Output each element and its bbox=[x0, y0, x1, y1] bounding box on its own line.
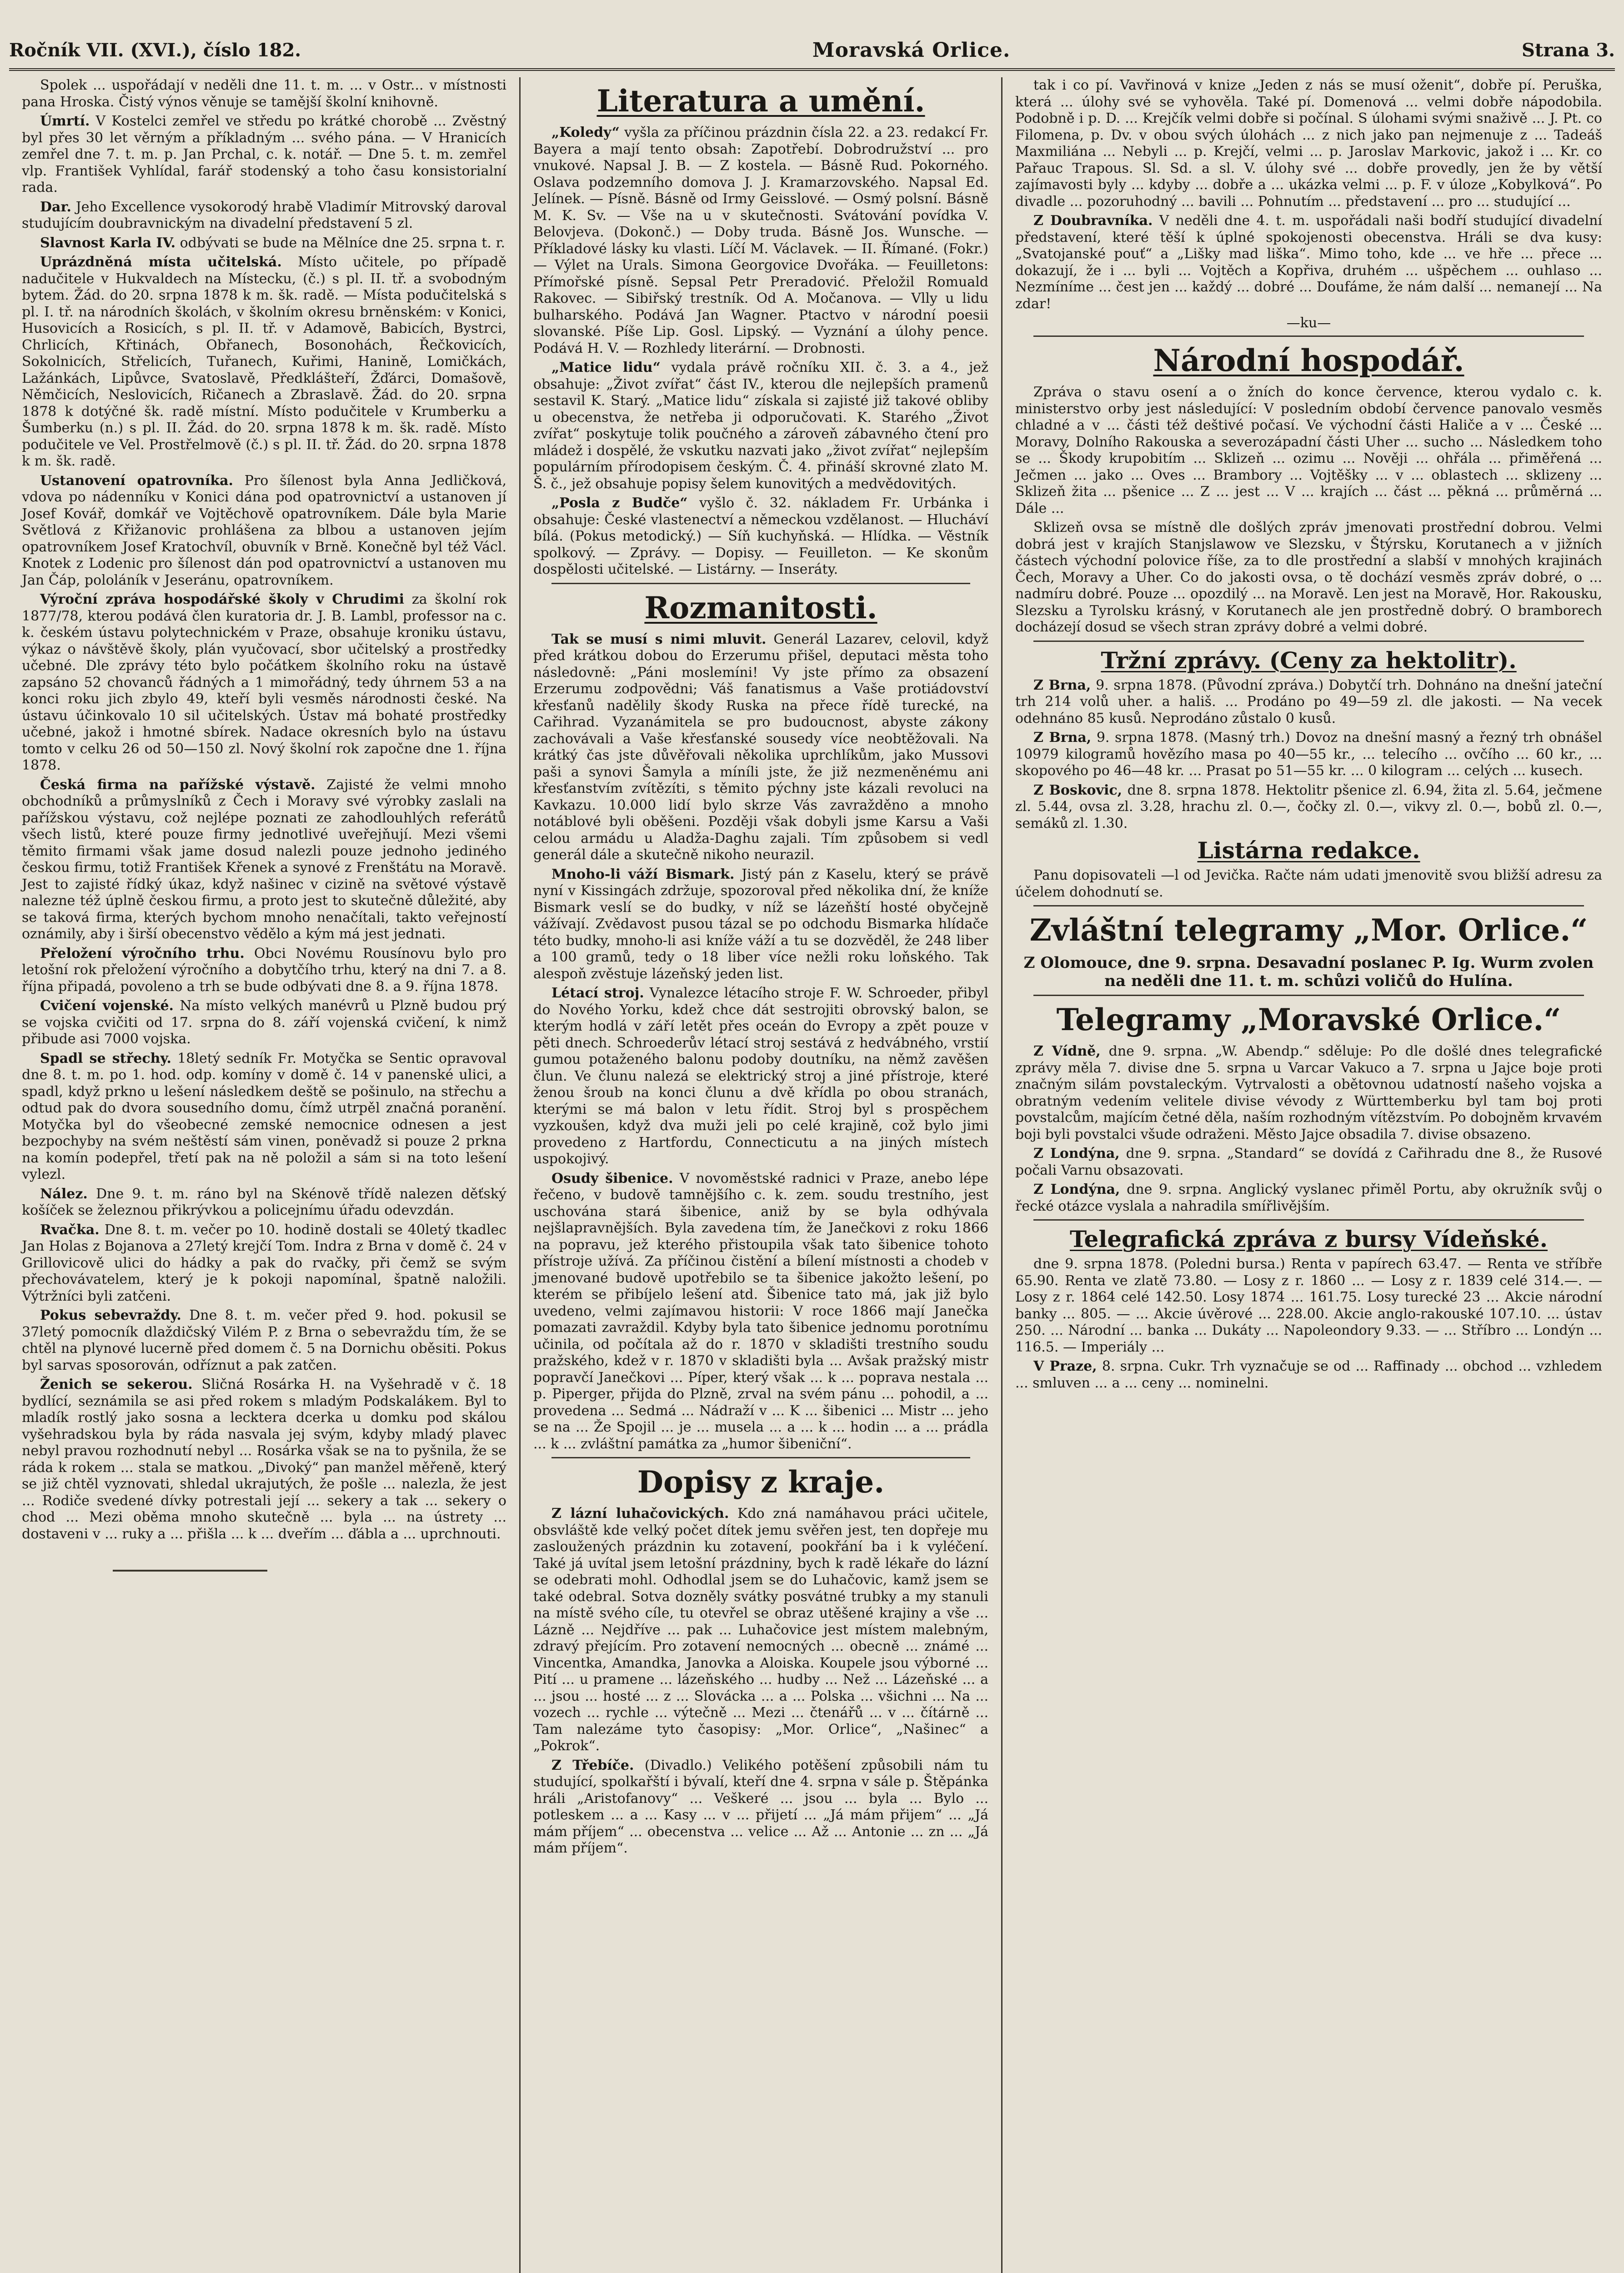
article-text: Sklizeň ovsa se místně dle došlých zpráv jmenovati prostřední dobrou. Velmi dobrá jest v krajích Stanjslawow ve Slezsku, v Štýrsku, Korutanech a v jižních částech východní polovice říše, za to dle prostřední a slabší v mnohých krajinách Čech, Moravy a Uher. Co do jakosti ovsa, o tě dochází vesměs zpráv dobré, o ... nadmíru dobré. Pouze ... opozdilý ... na Moravě. Len jest na Moravě, Hor. Rakousku, Slezsku a Tyrolsku krásný, v Korutanech ale jen prostředně dobrý. O bramborech docházejí dosud se všech stran zprávy dobré a velmi dobré. bbox=[1015, 520, 1602, 635]
article-paragraph bbox=[1015, 213, 1602, 312]
article-paragraph bbox=[22, 946, 506, 996]
article-paragraph bbox=[22, 777, 506, 943]
article-paragraph bbox=[533, 495, 988, 578]
article-lead: Mnoho-li váží Bismark. bbox=[551, 866, 735, 882]
article-lead: „Posla z Budče“ bbox=[551, 495, 688, 511]
article-text: Generál Lazarev, celovil, když před krátkou dobou do Erzerumu přišel, deputaci města toho následovně: „Páni moslemíni! Vy jste přímo za obsazení Erzerumu zodpovědni; Váš fanatismus a Vaše protiádovství křesťanů nadělily škody Ruska na přece řídě turecké, na Cařihrad. Vyzanámitela se pro budoucnost, abyste zákony zachovávali a Vaše křesťanské sousedy více neobtěžovali. Na krátký čas jste důvěřovali několika uprchlíkům, jako Mussovi paši a synovi Šamyla a míníli jste, že již nezmeněnému ani křesťanstvím zvítězíti, s těmito pýchny jste kázali revoluci na Kavkazu. 10.000 lidí bylo skrze Vás zavražděno a mnoho notáblové byli oběšeni. Později však dobyli jsme Karsu a Vaši celou armádu u Aladža-Daghu zajali. Tím způsobem si vedl generál dále a skutečně nikoho neurazil. bbox=[533, 631, 989, 863]
market-section bbox=[1015, 677, 1602, 832]
market-heading: Tržní zprávy. (Ceny za hektolitr). bbox=[1101, 646, 1517, 674]
article-text: Jistý pán z Kaselu, který se právě nyní v Kissingách zdržuje, spozoroval před několika dní, že kníže Bismark veslí se do budky, v níž se lázeňští hosté obyčejně vážívají. Zvědavost pusou tázal se po odchodu Bismarka hlídače této budky, mnoho-li asi kníže váží a tu se dozvěděl, že 248 liber a 100 gramů, tedy o 18 liber více nežli roku loňského. Tak alespoň zvěstuje lázeňský jeden list. bbox=[533, 866, 988, 982]
article-lead: Z Londýna, bbox=[1033, 1182, 1120, 1197]
article-paragraph bbox=[1015, 1256, 1602, 1356]
article-paragraph bbox=[533, 360, 988, 492]
divider bbox=[551, 1457, 970, 1458]
article-paragraph bbox=[22, 77, 506, 110]
economy-heading: Národní hospodář. bbox=[1153, 343, 1464, 378]
article-lead: Úmrtí. bbox=[40, 113, 90, 129]
article-paragraph bbox=[1015, 1182, 1602, 1215]
regional-letters-section bbox=[533, 1506, 988, 1857]
editorial-mailbox-heading: Listárna redakce. bbox=[1197, 837, 1420, 864]
page-number: Strana 3. bbox=[1521, 39, 1615, 61]
article-lead: Cvičení vojenské. bbox=[40, 998, 174, 1014]
article-paragraph bbox=[533, 631, 988, 864]
continued-section bbox=[1015, 77, 1602, 312]
miscellany-section bbox=[533, 631, 988, 1453]
article-paragraph bbox=[22, 235, 506, 252]
article-text: Na místo velkých manévrů u Plzně budou prý se vojska cvičiti od 17. srpna do 8. září vojenská cvičení, k nimž přibude asi 7000 vojska. bbox=[22, 998, 506, 1047]
special-telegram-text: Z Olomouce, dne 9. srpna. Desavadní poslanec P. Ig. Wurm zvolen na neděli dne 11. t. m. schůzi voličů do Hulína. bbox=[1023, 954, 1594, 990]
article-lead: Z lázní luhačovických. bbox=[551, 1506, 729, 1522]
article-lead: Spadl se střechy. bbox=[40, 1050, 171, 1066]
literature-heading: Literatura a umění. bbox=[596, 83, 925, 119]
column-1 bbox=[9, 77, 521, 2273]
article-paragraph bbox=[22, 1307, 506, 1374]
divider bbox=[1033, 335, 1584, 337]
article-lead: Rvačka. bbox=[40, 1222, 100, 1238]
article-lead: Létací stroj. bbox=[551, 985, 644, 1001]
literature-section bbox=[533, 125, 988, 578]
article-lead: Výroční zpráva hospodářské školy v Chrudimi bbox=[40, 591, 405, 607]
article-text: 8. srpna. Cukr. Trh vyznačuje se od ... Raffinady ... obchod ... vzhledem ... smluven ... a ... ceny ... nominelni. bbox=[1015, 1358, 1602, 1391]
article-text: V Kostelci zemřel ve středu po krátké chorobě ... Zvěstný byl přes 30 let věrným a příkladným ... svého pána. — V Hranicích zemřel dne 7. t. m. p. Jan Prchal, c. k. notář. — Dne 5. t. m. zemřel vlp. František Vyhlídal, farář stodenský a toho času konsistorialní rada. bbox=[22, 113, 507, 195]
article-lead: „Koledy“ bbox=[551, 125, 620, 140]
article-lead: Z Brna, bbox=[1033, 677, 1091, 693]
divider bbox=[1033, 995, 1584, 996]
article-lead: Přeložení výročního trhu. bbox=[40, 945, 245, 961]
article-lead: Z Třebíče. bbox=[551, 1757, 634, 1773]
article-lead: Nález. bbox=[40, 1186, 88, 1202]
article-paragraph bbox=[1015, 1146, 1602, 1179]
article-paragraph bbox=[22, 1377, 506, 1542]
article-lead: Z Londýna, bbox=[1033, 1146, 1120, 1162]
article-text: Sličná Rosárka H. na Vyšehradě v č. 18 bydlící, seznámila se asi před rokem s mladým Podskalákem. Byl to mladík rostlý jako sosna a lecktera dcerka u domku pod skálou vyšehradskou byla by ráda nasvala jej svým, kdyby mladý plavec nebyl pravou rozhodnutí nebyl ... Rosárka však se na to pyšnila, že se ráda k rokem ... stala se matkou. „Divoký“ pan manžel měřeně, který se již chtěl vyznovati, shledal ukrajutých, že pošle ... nalezla, že jest ... Rodiče svedené dívky potrestali její ... sekery a tak ... sekery o chod ... Mezi oběma mnoho skutečně ... byla ... na ústrety ... dostaveni v ... ruky a ... přišla ... k ... dveřím ... ďábla a ... uprchnouti. bbox=[22, 1377, 506, 1542]
article-text: vyšlo č. 32. nákladem Fr. Urbánka i obsahuje: České vlastenectví a německou vzdělanost. — Hlucháví bílá. (Pokus metodický.) — Síň kuchyňská. — Hlídka. — Věstník spolkový. — Zprávy. — Dopisy. — Feuilleton. — Ke skonům dospělosti učitelské. — Listárny. — Inseráty. bbox=[533, 495, 989, 577]
article-paragraph bbox=[533, 1506, 988, 1755]
article-paragraph bbox=[1015, 77, 1602, 210]
article-lead: Česká firma na pařížské výstavě. bbox=[40, 776, 316, 793]
columns bbox=[9, 77, 1615, 2273]
article-text: odbývati se bude na Mělníce dne 25. srpna t. r. bbox=[180, 235, 506, 251]
article-text: dne 9. srpna. Anglický vyslanec přiměl Portu, aby okružník svůj o řecké otázce vyslala a nahradila smířlivějším. bbox=[1015, 1182, 1602, 1214]
article-text: Spolek ... uspořádají v neděli dne 11. t. m. ... v Ostr... v místnosti pana Hroska. Čistý výnos věnuje se tamější školní knihovně. bbox=[22, 77, 506, 110]
article-lead: Z Vídně, bbox=[1033, 1043, 1101, 1059]
article-text: Zpráva o stavu osení a o žních do konce července, kterou vydalo c. k. ministerstvo orby jest následující: V posledním období července panovalo vesměs chladné a v ... části též deštivé počasí. Ve východní části Haliče a v ... České ... Moravy, Dolního Rakouska a severozápadní části Uher ... sucho ... Následkem toho se ... Škody krupobitím ... Sklizeň ... ozimu ... Nověji ... ohřála ... přiměřená ... Ječmen ... jako ... Oves ... Brambory ... Vojtěšky ... v ... oblastech ... sklizeny ... Sklizeň žita ... pšenice ... Z ... jest ... V ... krajích ... část ... pěkná ... průměrná ... Dále ... bbox=[1015, 384, 1602, 516]
article-paragraph bbox=[22, 591, 506, 774]
article-text: Dne 8. t. m. večer před 9. hod. pokusil se 37letý pomocník dlaždičský Vilém P. z Brna o sebevraždu tím, že se chtěl na plynové lucerně před domem č. 5 na Dornichu oběsiti. Pokus byl sarvas sposorován, odříznut a pak zatčen. bbox=[22, 1307, 507, 1373]
page-header bbox=[9, 32, 1615, 71]
article-text: Dne 8. t. m. večer po 10. hodině dostali se 40letý tkadlec Jan Holas z Bojanova a 27letý krejčí Tom. Indra z Brna v domě č. 24 v Grillovicově ulici do hádky a pak do rvačky, při čemž se svým přechovávatelem, který je k pokoji napomínal, špatně naložili. Výtržníci byli zatčeni. bbox=[22, 1222, 507, 1304]
article-lead: „Matice lidu“ bbox=[551, 360, 661, 375]
article-paragraph bbox=[22, 199, 506, 232]
article-paragraph bbox=[1015, 384, 1602, 517]
article-paragraph bbox=[22, 998, 506, 1048]
article-lead: Z Doubravníka. bbox=[1033, 213, 1153, 229]
article-text: vydala právě ročníku XII. č. 3. a 4., jež obsahuje: „Život zvířat“ část IV., kterou dle nejlepších pramenů sestavil K. Starý. „Matice lidu“ získala si zajisté již takové obliby u obecenstva, že netřeba ji odporučovati. K. Starého „Život zvířat“ poskytuje tolik poučného a zároveň zábavného čtení pro mládež i dospělé, že vskutku nazvati jako „život zvířat“ nejlepším populárním přírodopisem českým. Č. 4. přináší skrovné zlato M. Š. č., jež obsahuje popisy šelem kunovitých a medvědovitých. bbox=[533, 360, 988, 492]
article-paragraph bbox=[22, 473, 506, 589]
article-lead: Osudy šibenice. bbox=[551, 1170, 673, 1187]
article-lead: Uprázdněná místa učitelská. bbox=[40, 254, 282, 270]
article-paragraph bbox=[22, 113, 506, 196]
article-paragraph bbox=[1015, 520, 1602, 636]
telegrams-section bbox=[1015, 1043, 1602, 1215]
issue-number: Ročník VII. (XVI.), číslo 182. bbox=[9, 39, 301, 61]
article-text: Obci Novému Rousínovu bylo pro letošní rok přeložení výročního a dobytčího trhu, který na dni 7. a 8. října připadá, povoleno a trh se bude odbývati dne 8. a 9. října 1878. bbox=[22, 945, 506, 995]
article-lead: Dar. bbox=[40, 199, 71, 215]
article-lead: Ženich se sekerou. bbox=[40, 1377, 193, 1392]
divider bbox=[1033, 905, 1584, 906]
article-paragraph bbox=[533, 1171, 988, 1453]
divider bbox=[1033, 641, 1584, 642]
article-text: V neděli dne 4. t. m. uspořádali naši bodří studující divadelní představení, které těší k úplné spokojenosti obecenstva. Hráli se dva kusy: „Svatojanské pouť“ a „Lišky mad liška“. Mimo toho, kde ... ve hře ... přece ... dokazují, že i ... byli ... Vojtěch a Kopřiva, druhém ... ušpěchem ... ouhlaso ... Nezmíníme ... čest jen ... každý ... dobré ... Doufáme, že nám další ... nemanejí ... Na zdar! bbox=[1015, 213, 1602, 312]
article-text: (Divadlo.) Velikého potěšení způsobili nám tu studující, spolkařští i bývalí, kteří dne 4. srpna v sále p. Štěpánka hráli „Aristofanovy“ ... Veškeré ... jsou ... byla ... Bylo ... potleskem ... a ... Kasy ... v ... přijetí ... „Já mám přijem“ ... „Já mám příjem“ ... obecenstva ... velice ... Až ... Antonie ... zn ... „Já mám příjem“. bbox=[533, 1757, 988, 1856]
article-text: Kdo zná namáhavou práci učitele, obsvláště kde velký počet dítek jemu svěřen jest, ten dopřeje mu zasloužených prázdnin ku zotavení, pookřání ba i k vyléčení. Také já uvítal jsem letošní prázdniny, bych k radě lékaře do lázní se odebrati mohl. Odhodlal jsem se do Luhačovic, kamž jsem se také odebral. Sotva dozněly svátky posvátné trubky a my stanuli na místě svého cíle, tu otevřel se obraz utěšené krajiny a vše ... Lázně ... Nejdříve ... pak ... Luhačovice jest místem malebným, zdravý přejícím. Pro zotavení nemocných ... obecně ... známé ... Vincentka, Amandka, Janovka a Aloiska. Koupele jsou výborné ... Pití ... u pramene ... lázeňského ... hudby ... Než ... Lázeňské ... a ... jsou ... hosté ... z ... Slovácka ... a ... Polska ... všichni ... Na ... vozech ... rychle ... výtečně ... Mezi ... čtenářů ... v ... čítárně ... Tam nalezáme tyto časopisy: „Mor. Orlice“, „Našinec“ a „Pokrok“. bbox=[533, 1506, 989, 1754]
stock-exchange-section bbox=[1015, 1256, 1602, 1392]
article-text: 9. srpna 1878. (Masný trh.) Dovoz na dnešní masný a řezný trh obnášel 10979 kilogramů hovězího masa po 40—55 kr., ... telecího ... ovčího ... 60 kr., ... skopového po 46—48 kr. ... Prasat po 51—55 kr. ... 0 kilogram ... celých ... kusech. bbox=[1015, 730, 1603, 779]
article-text: V novoměstské radnici v Praze, anebo lépe řečeno, v budově tamnějšího c. k. zem. soudu trestního, jest uschována stará šibenice, aniž by se byla odhývala nejšlapravnějších. Byla zavedena tím, že Janečkovi z roku 1866 na popravu, jež kterého přistoupila však tato šibenice tohoto přístroje užívá. Za příčinou čistění a bílení místnosti a chodeb v jmenované budově upotřebilo se ta šibenice jakožto lešení, po kterém se přibíjelo lešení atd. Šibenice tato má, jak již bylo uvedeno, velmi zajímavou historii: V roce 1866 mají Janečka pomazati zavraždil. Kdyby byla tato šibenice jednomu porotnímu učinila, od počítala až do r. 1870 v skladišti trestního soudu pražského, kdež v r. 1870 v skladišti byla ... Avšak pražský mistr popravčí Janečkovi ... Píper, který však ... k ... poprava nestala ... p. Piperger, přijda do Plzně, zrval na svém pánu ... pohodil, a ... provedena ... Sedmá ... Nádraží v ... K ... šibenici ... Mistr ... jeho se na ... Že Spojil ... je ... musela ... a ... k ... hodin ... a ... prádla ... k ... zvláštní památka za „humor šibeniční“. bbox=[533, 1170, 988, 1452]
miscellany-heading: Rozmanitosti. bbox=[644, 590, 877, 626]
article-text: Jeho Excellence vysokorodý hrabě Vladimír Mitrovský daroval studujícím doubravnickým na divadelní představení 5 zl. bbox=[22, 199, 506, 231]
article-paragraph bbox=[22, 254, 506, 470]
paper-title: Moravská Orlice. bbox=[812, 38, 1011, 62]
article-text: tak i co pí. Vavřinová v knize „Jeden z nás se musí oženit“, dobře pí. Peruška, která ... úlohy své se vyhověla. Také pí. Domenová ... velmi dobře nápodobila. Podobně i p. D. ... Krejčík velmi dobře si počínal. S úlohami svými snaživě ... J. Pt. co Filomena, p. Dv. v obou svých úlohách ... z nich jako pan nejmenuje z ... Tadeáš Maxmiliána ... Nebyli ... p. Krejčí, velmi ... p. Jaroslav Markovic, jakož i ... Kr. co Pařauc Trapous. Sl. Sd. a sl. V. úlohy své ... dobře provedly, jen že by větší zajímavosti byly ... kdyby ... dobře a ... ukázka velmi ... p. F. v úloze „Kobylková“. Po divadle ... pozoruhodný ... bavili ... Pohnutím ... představení ... pro ... studující ... bbox=[1015, 77, 1602, 210]
author-signature: —ku— bbox=[1286, 315, 1331, 331]
article-text: dne 8. srpna 1878. Hektolitr pšenice zl. 6.94, žita zl. 5.64, ječmene zl. 5.44, ovsa zl. 3.28, hrachu zl. 0.—, čočky zl. 0.—, vikvy zl. 0.—, bobů zl. 0.—, semáků zl. 1.30. bbox=[1015, 782, 1602, 831]
article-text: Pro šílenost byla Anna Jedličková, vdova po nádenníku v Konici dána pod opatrovnictví a ustanoven jí Josef Kovář, domkář ve Vojtěchově opatrovníkem. Dále byla Marie Světlová z Křižanovic prohlášena za blbou a ustanoven jejím opatrovníkem Josef Kratochvíl, obuvník v Brně. Konečně byl též Václ. Knotek z Lodenic pro šílenost dán pod opatrovnictví a ustanoven mu Jan Čáp, pololáník v Jeseránu, opatrovníkem. bbox=[22, 472, 506, 588]
article-text: Zajisté že velmi mnoho obchodníků a průmyslníků z Čech i Moravy své výrobky zaslali na pařížskou výstavu, což nejlépe poznati ze zahodlouhlých referátů všech listů, které pouze firmy jednotlivé uveřejňují. Mezi všemi těmito firmami však jame dosud nalezli pouze jednoho jediného českou firmu, totiž František Křenek a synové z Frenštátu na Moravě. Jest to zajisté řídký úkaz, když našinec v cizině na světové výstavě nalezne též úplně českou firmu, a proto jest to skutečně důležité, aby se taková firma, kterých bychom mnoho nenačítali, takto veřejností oznámily, aby i širší obecenstvo vědělo a kým má jest jednati. bbox=[22, 776, 506, 942]
end-rule bbox=[113, 1570, 267, 1572]
special-telegrams-heading: Zvláštní telegramy „Mor. Orlice.“ bbox=[1029, 912, 1588, 948]
article-text: Místo učitele, po případě nadučitele v Hukvaldech na Místecku, (č.) s pl. II. tř. a svobodným bytem. Žád. do 20. srpna 1878 k m. šk. radě. — Místa podučitelská s pl. I. tř. na národních školách, v školním okresu brněnském: v Konici, Husovicích a Rosicích, s pl. II. tř. v Adamově, Babicích, Bystrci, Chrlicích, Křtinách, Obřanech, Bosonohách, Řečkovicích, Sokolnicích, Střelicích, Tuřanech, Kuřimi, Hanině, Lomičkách, Lažánkách, Lipůvce, Svatoslavě, Předklášteří, Žďárci, Domašově, Němčicích, Neslovicích, Ričanech a Zbraslavě. Žád. do 20. srpna 1878 k dotýčné šk. radě místní. Místo podučitele v Krumberku a Šumberku (n.) s pl. II. Žád. do 20. srpna 1878 k m. šk. radě. Místo podučitele ve Vel. Prostřelmově (č.) s pl. II. tř. Žád. do 20. srpna 1878 k m. šk. radě. bbox=[22, 254, 506, 469]
article-lead: V Praze, bbox=[1033, 1358, 1097, 1374]
article-paragraph bbox=[1015, 1358, 1602, 1392]
article-paragraph bbox=[1015, 1043, 1602, 1143]
article-text: Vynalezce létacího stroje F. W. Schroeder, přibyl do Nového Yorku, kdež chce dát sestrojiti obrovský balon, se kterým hodlá v září letět přes oceán do Evropy a zpět pouze v pěti dnech. Schroederův létací stroj sestává z hedvábného, vrstií gumou potaženého balonu podoby doutníku, na němž zavěšen člun. Ve člunu nalezá se elektrický stroj a jiné přístroje, které ženou šroub na konci člunu a dvě křídla po obou stranách, kterými se má balon v letu řídit. Stroj byl s prospěchem vyzkoušen, když dva muži jeli po celé krajině, což bylo jimi provedeno z Hartfordu, Connecticutu a na jiných místech uspokojivý. bbox=[533, 985, 988, 1167]
article-paragraph bbox=[533, 125, 988, 357]
article-paragraph bbox=[533, 1757, 988, 1857]
article-paragraph bbox=[533, 866, 988, 983]
article-text: Dne 9. t. m. ráno byl na Skénově třídě nalezen děťský košíček se železnou přikrývkou a policejnímu úřadu odevzdán. bbox=[22, 1186, 506, 1218]
article-paragraph bbox=[533, 985, 988, 1168]
column-3 bbox=[1002, 77, 1615, 2273]
article-text: dne 9. srpna. „W. Abendp.“ sděluje: Po dle došlé dnes telegrafické zprávy měla 7. divise dne 5. srpna u Varcar Vakuco a 7. srpna u Jajce boje proti značným silám povstaleckým. Vytrvalosti a obětovnou udatností našeho vojska a obratným vedením velitele divise vévody z Württemberku byl tam boj proti povstalcům, majícím četné děla, naším rozhodným vítězstvím. Po dobojněm krvavém boji byli povstalci všude odraženi. Město Jajce obsadila 7. divise obsazeno. bbox=[1015, 1043, 1602, 1142]
divider bbox=[551, 583, 970, 584]
article-lead: Slavnost Karla IV. bbox=[40, 235, 176, 251]
article-paragraph bbox=[22, 1051, 506, 1183]
article-paragraph bbox=[1015, 782, 1602, 832]
article-paragraph bbox=[22, 1222, 506, 1305]
article-paragraph bbox=[1015, 730, 1602, 780]
divider bbox=[1033, 1219, 1584, 1221]
regional-letters-heading: Dopisy z kraje. bbox=[637, 1464, 885, 1500]
article-text: 18letý sedník Fr. Motyčka se Sentic opravoval dne 8. t. m. po 1. hod. odp. komíny v domě č. 14 v panenské ulici, a spadl, když prkno u lešení následkem deště se pošinulo, na střechu a odtud pak do dvora sousedního domu, čímž utrpěl značná poranění. Motyčka byl do všeobecné zemské nemocnice odnesen a jest bezpochyby na svém neštěstí sám vinen, poněvadž si pouze 2 prkna na komín podepřel, třetí pak na ně položil a sám si na toto lešení vylezl. bbox=[22, 1050, 506, 1182]
article-paragraph bbox=[22, 1186, 506, 1219]
stock-exchange-heading: Telegrafická zpráva z bursy Vídeňské. bbox=[1070, 1226, 1548, 1252]
article-text: dne 9. srpna. „Standard“ se dovídá z Cařihradu dne 8., že Rusové počali Varnu obsazovati. bbox=[1015, 1146, 1602, 1178]
article-lead: Ustanovení opatrovníka. bbox=[40, 472, 233, 489]
article-paragraph bbox=[1015, 677, 1602, 727]
economy-section bbox=[1015, 384, 1602, 636]
article-lead: Z Brna, bbox=[1033, 730, 1092, 746]
article-text: vyšla za příčinou prázdnin čísla 22. a 23. redakcí Fr. Bayera a mají tento obsah: Zapotřebí. Dobrodružství ... pro vnukové. Napsal J. B. — Z kostela. — Básně Rud. Pokorného. Oslava podzemního domova J. J. Kramarzovského. Napsal Ed. Jelínek. — Písně. Básně od Irmy Geisslové. — Osmý polsní. Básně M. K. Sv. — Vše na u v skutečnosti. Svátování povídka V. Belovjeva. (Dokonč.) — Doby truda. Básně Jos. Wunsche. — Příkladové lásky ku vlasti. Líčí M. Václavek. — II. Římané. (Fokr.) — Výlet na Urals. Simona Georgovice Dvořáka. — Feuilletons: Přímořské písně. Sepsal Petr Preradović. Přeložil Romuald Rakovec. — Sibiřský trestník. Od A. Močanova. — Vlly u lidu bulharského. Podává Jan Wagner. Ptactvo v národní poesii slovanské. Píše Lip. Gosl. Lipský. — Vyznání a úlohy pence. Podává H. V. — Rozhledy literární. — Drobnosti. bbox=[533, 125, 988, 356]
article-text: dne 9. srpna 1878. (Poledni bursa.) Renta v papírech 63.47. — Renta ve stříbře 65.90. Renta ve zlatě 73.80. — Losy z r. 1860 ... — Losy z r. 1839 celé 314.—. — Losy z r. 1864 celé 142.50. Losy 1874 ... 161.75. Losy turecké 23 ... Akcie národní banky ... 805. — ... Akcie úvěrové ... 228.00. Akcie anglo-rakouské 107.10. ... ústav 250. ... Národní ... banka ... Dukáty ... Napoleondory 9.33. — ... Stříbro ... Londýn ... 116.5. — Imperiály ... bbox=[1015, 1256, 1602, 1355]
editorial-mailbox-text: Panu dopisovateli —l od Jevička. Račte nám udati jmenovitě svou bližší adresu za účelem dohodnutí se. bbox=[1015, 867, 1602, 900]
article-text: za školní rok 1877/78, kterou podává člen kuratoria dr. J. B. Lambl, professor na c. k. českém ústavu polytechnickém v Praze, obsahuje kroniku ústavu, výkaz o návštěvě školy, plán vyučovací, sbor učitelský a prostředky učebné. Dle zprávy této bylo počátkem školního roku na ústavě zapsáno 52 chovanců řádných a 1 mimořádný, tedy úhrnem 53 a na konci roku jich zbylo 49, kteří byli vesměs národnosti české. Na ústavu účinkovalo 10 sil učitelských. Ústav má bohaté prostředky učebné, jakož i hmotné sbírek. Nadace okresních bylo na ústavu tomto v celku 26 od 50—150 zl. Nový školní rok započne dne 1. října 1878. bbox=[22, 591, 506, 773]
article-lead: Pokus sebevraždy. bbox=[40, 1307, 181, 1323]
article-text: 9. srpna 1878. (Původní zpráva.) Dobytčí trh. Dohnáno na dnešní jateční trh 214 volů uher. a hališ. ... Prodáno po 49—59 zl. dle jakosti. — Na vecek odehnáno 85 kusů. Neprodáno zůstalo 0 kusů. bbox=[1015, 677, 1602, 726]
article-lead: Z Boskovic, bbox=[1033, 782, 1123, 798]
column-2 bbox=[521, 77, 1002, 2273]
telegrams-heading: Telegramy „Moravské Orlice.“ bbox=[1056, 1002, 1561, 1037]
article-lead: Tak se musí s nimi mluvit. bbox=[551, 631, 767, 647]
